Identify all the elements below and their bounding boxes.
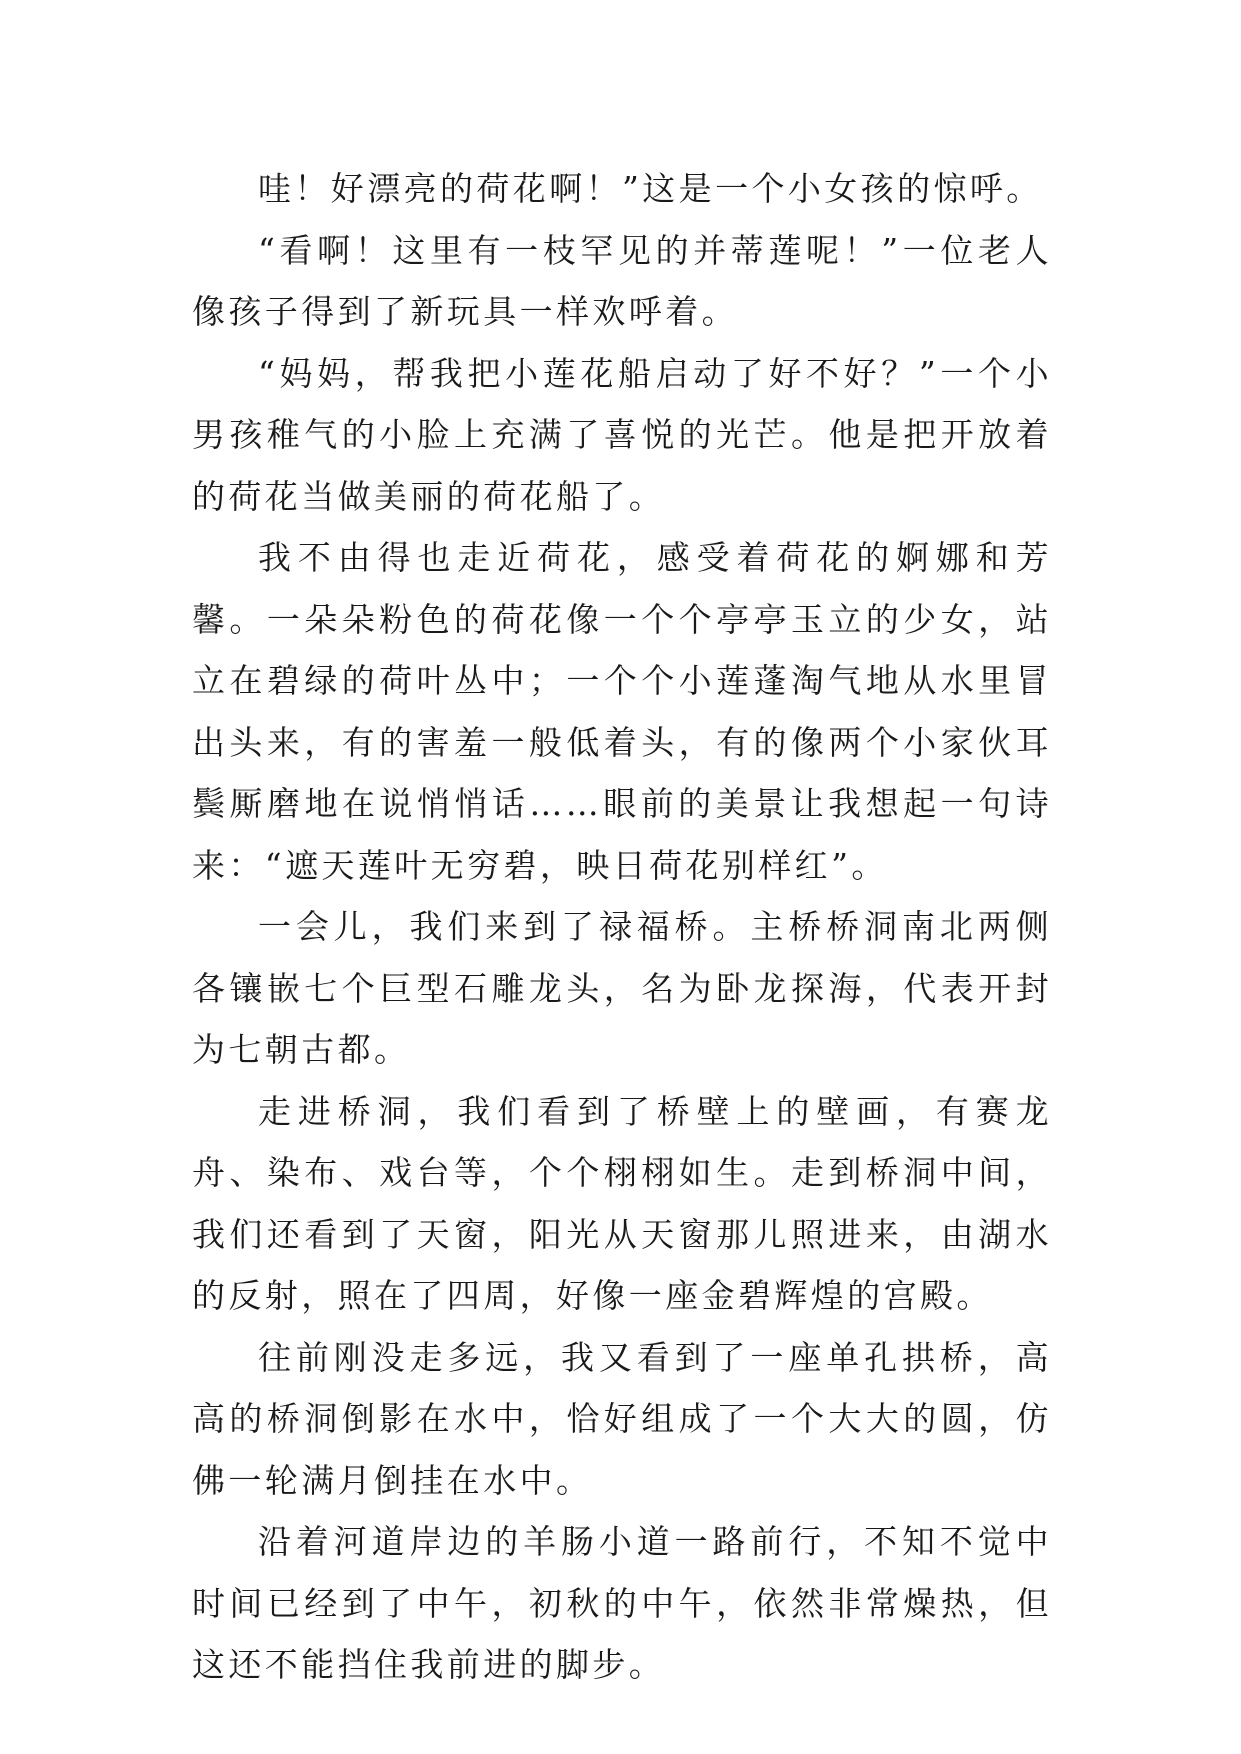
paragraph-2: “看啊！这里有一枝罕见的并蒂莲呢！”一位老人像孩子得到了新玩具一样欢呼着。 bbox=[192, 230, 1052, 331]
document-body bbox=[192, 158, 1052, 1696]
paragraph-1: 哇！好漂亮的荷花啊！”这是一个小女孩的惊呼。 bbox=[258, 169, 1043, 208]
paragraph-6: 走进桥洞，我们看到了桥壁上的壁画，有赛龙舟、染布、戏台等，个个栩栩如生。走到桥洞中间，我们还看到了天窗，阳光从天窗那儿照进来，由湖水的反射，照在了四周，好像一座金碧辉煌的宫殿。 bbox=[192, 1091, 1052, 1315]
paragraph-8: 沿着河道岸边的羊肠小道一路前行，不知不觉中时间已经到了中午，初秋的中午，依然非常燥热，但这还不能挡住我前进的脚步。 bbox=[192, 1522, 1052, 1684]
paragraph-7: 往前刚没走多远，我又看到了一座单孔拱桥，高高的桥洞倒影在水中，恰好组成了一个大大的圆，仿佛一轮满月倒挂在水中。 bbox=[192, 1337, 1052, 1500]
paragraph-3: “妈妈，帮我把小莲花船启动了好不好？”一个小男孩稚气的小脸上充满了喜悦的光芒。他是把开放着的荷花当做美丽的荷花船了。 bbox=[192, 353, 1052, 516]
paragraph-5: 一会儿，我们来到了禄福桥。主桥桥洞南北两侧各镶嵌七个巨型石雕龙头，名为卧龙探海，代表开封为七朝古都。 bbox=[192, 907, 1052, 1069]
paragraph-4: 我不由得也走近荷花，感受着荷花的婀娜和芳馨。一朵朵粉色的荷花像一个个亭亭玉立的少女，站立在碧绿的荷叶丛中；一个个小莲蓬淘气地从水里冒出头来，有的害羞一般低着头，有的像两个小家伙耳鬓厮磨地在说悄悄话……眼前的美景让我想起一句诗来：“遮天莲叶无穷碧，映日荷花别样红”。 bbox=[192, 538, 1052, 885]
